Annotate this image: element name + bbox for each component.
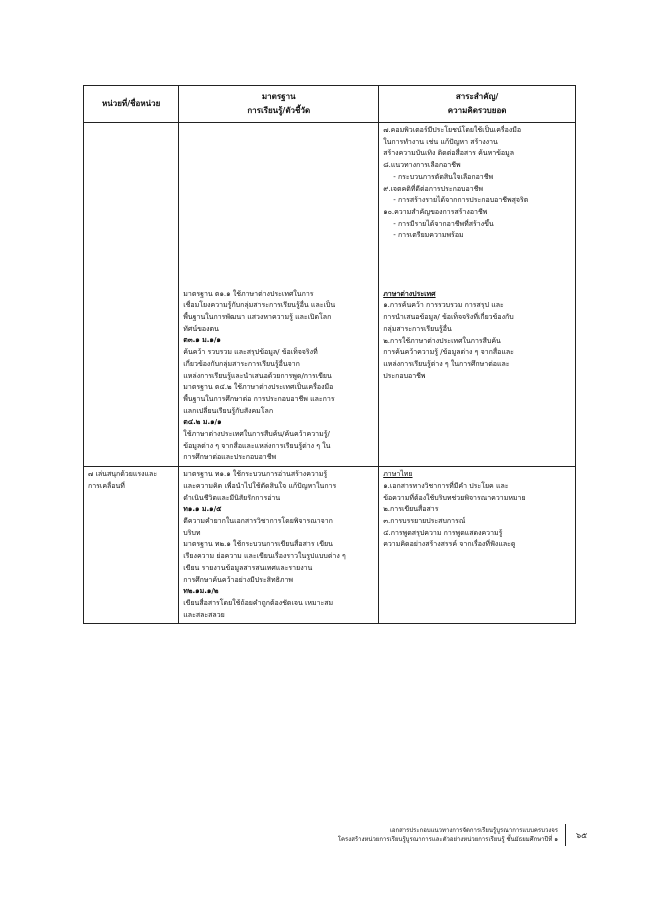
cell-line: ๑.เอกสารทางวิชาการที่มีคำ ประโยค และ [383,481,509,490]
row1-standard-cell [179,123,379,467]
cell-line: ต๓.๑ ม.๑/๑ [183,336,221,345]
row2-unit-cell [84,467,179,624]
cell-line: ๘.แนวทางการเลือกอาชีพ [383,161,461,170]
cell-line [383,277,571,289]
row2-essence-cell [379,467,576,624]
cell-line [183,219,374,231]
cell-line: ตีความคำยากในเอกสารวิชาการโดยพิจารณาจาก [183,516,333,525]
cell-line: ๑.การค้นคว้า การรวบรวม การสรุป และ [383,301,504,310]
cell-line: มาตรฐาน ต๑.๑ ใช้ภาษาต่างประเทศในการ [183,289,314,298]
table-row [84,123,576,467]
cell-line: เกี่ยวข้องกับกลุ่มสาระการเรียนรู้อื่นจาก [183,359,300,368]
cell-line [183,230,374,242]
cell-line: ดำเนินชีวิตและมีนิสัยรักการอ่าน [183,493,281,502]
footer-line1: เอกสารประกอบแนวทางการจัดการเรียนรู้บูรณาการแบบครบวงจร [389,827,558,834]
header-standard-line2: การเรียนรู้/ตัวชี้วัด [247,106,311,115]
cell-line: เขียนสื่อสารโดยใช้ถ้อยคำถูกต้องชัดเจน เหมาะสม [183,598,334,607]
cell-line: ท๑.๑ ม.๑/๕ [183,505,222,514]
cell-line [183,148,374,160]
cell-line: ความคิดอย่างสร้างสรรค์ จากเรื่องที่ฟังและดู [383,540,516,549]
cell-line: และสละสลวย [183,610,225,619]
cell-line: ๙.เจตคติที่ดีต่อการประกอบอาชีพ [383,184,483,193]
cell-line: ๗.คอมพิวเตอร์มีประโยชน์โดยใช้เป็นเครื่องมือ [383,126,522,134]
header-standard [179,86,379,123]
cell-line: การศึกษาค้นคว้าอย่างมีประสิทธิภาพ [183,575,293,584]
header-unit-label: หน่วยที่/ชื่อหน่วย [102,99,161,108]
cell-line: มาตรฐาน ต๔.๒ ใช้ภาษาต่างประเทศเป็นเครื่องมือ [183,383,334,392]
cell-line: ทัศน์ของตน [183,324,219,333]
curriculum-table [83,85,576,624]
cell-line: การค้นคว้าความรู้ /ข้อมูลต่าง ๆ จากสื่อและ [383,348,514,357]
cell-line: เรียงความ ย่อความ และเขียนเรื่องราวในรูปแบบต่าง ๆ [183,552,346,561]
cell-line: บริบท [183,528,201,537]
cell-line: มาตรฐาน ท๒.๑ ใช้กระบวนการเขียนสื่อสาร เขียน [183,540,333,549]
header-standard-line1: มาตรฐาน [261,92,296,101]
cell-line: แหล่งการเรียนรู้ต่าง ๆ ในการศึกษาต่อและ [383,360,510,368]
cell-line [183,195,374,207]
cell-line: ประกอบอาชีพ [383,371,426,380]
header-essence-line1: สาระสำคัญ/ [455,92,499,101]
cell-line [383,242,571,254]
header-unit [84,86,179,123]
header-essence-line2: ความคิดรวบยอด [447,106,507,115]
row2-standard-cell [179,467,379,624]
cell-line [183,277,374,289]
row1-unit-cell [84,123,179,467]
cell-line: - การมีรายได้จากอาชีพที่สร้างขึ้น [393,219,494,228]
cell-line: พื้นฐานในการพัฒนา แสวงหาความรู้ และเปิดโลก [183,313,332,322]
cell-line: การศึกษาต่อและประกอบอาชีพ [183,453,277,462]
footer-line2: โครงสร้างหน่วยการเรียนรู้บูรณาการและตัวอย่างหน่วยการเรียนรู้ ชั้นมัธยมศึกษาปีที่ ๑ [337,836,558,843]
cell-line: ๔.การพูดสรุปความ การพูดแสดงความรู้ [383,528,503,537]
cell-line: การนำเสนอข้อมูล/ ข้อเท็จจริงที่เกี่ยวข้องกับ [383,313,514,322]
cell-line: ภาษาไทย [383,470,413,479]
cell-line: ๒.การใช้ภาษาต่างประเทศในการสืบค้น [383,336,501,345]
cell-line: แหล่งการเรียนรู้และนำเสนอด้วยการพูด/การเขียน [183,371,332,380]
cell-line: ท๒.๑ม.๑/๒ [183,587,219,596]
cell-line: ต๔.๒ ม.๑/๑ [183,418,222,427]
cell-line: ค้นคว้า รวบรวม และสรุปข้อมูล/ ข้อเท็จจริงที่ [183,348,318,357]
header-essence [379,86,576,123]
row2-unit-line2: การเคลื่อนที่ [88,481,125,490]
cell-line [183,137,374,149]
cell-line: ข้อมูลต่าง ๆ จากสื่อและแหล่งการเรียนรู้ต่าง ๆ ใน [183,441,331,450]
cell-line [183,125,374,137]
footer-divider [565,824,566,846]
cell-line: พื้นฐานในการศึกษาต่อ การประกอบอาชีพ และการ [183,394,335,403]
cell-line [383,265,571,277]
table-row [84,467,576,624]
page-number: ๖๕ [576,831,588,840]
cell-line: ๓.การบรรยายประสบการณ์ [383,516,466,525]
cell-line [383,254,571,266]
cell-line: - การเตรียมความพร้อม [393,231,464,240]
cell-line [183,265,374,277]
row2-unit-line1: ๗ เล่นสนุกด้วยแรงและ [88,470,158,479]
cell-line: ภาษาต่างประเทศ [383,289,436,298]
page-footer [338,826,558,844]
cell-line: และความคิด เพื่อนำไปใช้ตัดสินใจ แก้ปัญหาในการ [183,481,337,490]
cell-line: ในการทำงาน เช่น แก้ปัญหา สร้างงาน [383,137,498,146]
cell-line: สร้างความบันเทิง ติดต่อสื่อสาร ค้นหาข้อมูล [383,149,515,158]
row1-essence-cell [379,123,576,467]
cell-line: - การสร้างรายได้จากการประกอบอาชีพสุจริต [393,196,529,205]
cell-line: ข้อความที่ต้องใช้บริบทช่วยพิจารณาความหมาย [383,493,526,502]
cell-line: เขียน รายงานข้อมูลสารสนเทศและรายงาน [183,563,313,572]
cell-line: - กระบวนการตัดสินใจเลือกอาชีพ [393,172,494,181]
cell-line: กลุ่มสาระการเรียนรู้อื่น [383,324,452,333]
cell-line: เชื่อมโยงความรู้กับกลุ่มสาระการเรียนรู้อื่น และเป็น [183,301,336,310]
cell-line [183,254,374,266]
cell-line: มาตรฐาน ท๑.๑ ใช้กระบวนการอ่านสร้างความรู้ [183,470,328,479]
cell-line [183,242,374,254]
cell-line [183,207,374,219]
cell-line [183,172,374,184]
cell-line: ๑๐.ความสำคัญของการสร้างอาชีพ [383,207,488,216]
cell-line: ๒.การเขียนสื่อสาร [383,505,439,514]
cell-line: ใช้ภาษาต่างประเทศในการสืบค้น/ค้นคว้าความรู้/ [183,430,330,439]
table-header-row [84,86,576,123]
cell-line [183,160,374,172]
cell-line [183,183,374,195]
cell-line: แลกเปลี่ยนเรียนรู้กับสังคมโลก [183,406,274,415]
